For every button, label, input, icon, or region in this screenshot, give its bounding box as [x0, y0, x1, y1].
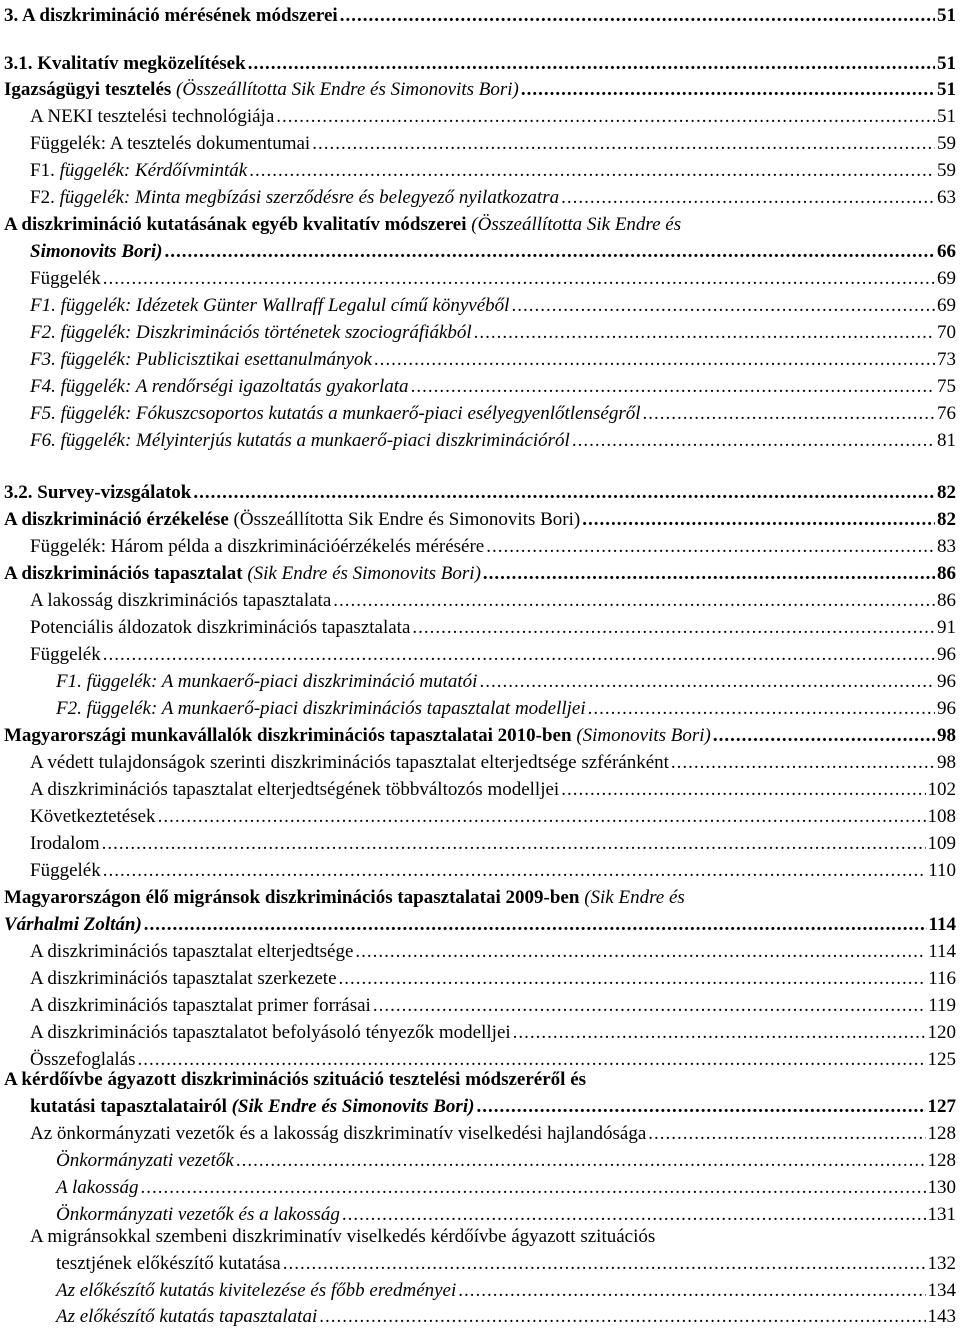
toc-text: 3.1. Kvalitatív megközelítések — [4, 53, 246, 74]
toc-text: (Sik Endre és — [584, 887, 685, 908]
toc-entry[interactable] — [30, 1019, 956, 1046]
page-number: 69 — [937, 295, 956, 316]
dot-leader — [236, 1147, 926, 1174]
page-number: 131 — [927, 1204, 956, 1225]
toc-entry-first-line[interactable] — [4, 1066, 586, 1093]
toc-entry-title — [56, 1147, 234, 1174]
page-number: 96 — [937, 698, 956, 719]
toc-entry-title — [4, 479, 191, 506]
toc-text: A diszkriminációs tapasztalat primer forrásai — [30, 995, 371, 1016]
page-number: 51 — [937, 53, 956, 74]
toc-entry-title — [30, 803, 156, 830]
dot-leader — [374, 346, 935, 373]
toc-entry-title — [56, 1277, 456, 1304]
dot-leader — [141, 1174, 926, 1201]
toc-entry[interactable] — [56, 1250, 956, 1277]
toc-text: Simonovits Bori) — [30, 241, 163, 262]
toc-entry-title — [30, 830, 100, 857]
toc-entry-title — [56, 1250, 281, 1277]
toc-entry-title — [30, 427, 570, 454]
page-number: 51 — [937, 79, 956, 100]
page-number: 128 — [927, 1123, 956, 1144]
dot-leader — [373, 992, 926, 1019]
toc-entry[interactable] — [30, 1093, 956, 1120]
toc-entry[interactable] — [56, 1303, 956, 1330]
toc-text: függelék: A rendőrségi igazoltatás gyakorlata — [60, 376, 409, 397]
toc-entry[interactable] — [30, 103, 956, 130]
toc-text: Irodalom — [30, 833, 100, 854]
toc-entry[interactable] — [30, 992, 956, 1019]
page-number: 96 — [937, 671, 956, 692]
dot-leader — [458, 1277, 925, 1304]
toc-text: F6. — [30, 430, 61, 451]
toc-entry[interactable] — [4, 560, 956, 587]
dot-leader — [521, 76, 935, 103]
toc-entry-title — [4, 76, 519, 103]
toc-text: Önkormányzati vezetők — [56, 1150, 234, 1171]
page-number: 70 — [937, 322, 956, 343]
toc-text: F2. függelék: A munkaerő-piaci diszkriminációs tapasztalat modelljei — [56, 698, 586, 719]
toc-text: F5. — [30, 403, 61, 424]
toc-entry[interactable] — [30, 749, 956, 776]
toc-entry[interactable] — [56, 1277, 956, 1304]
toc-text: függelék: Publicisztikai esettanulmányok — [60, 349, 372, 370]
dot-leader — [165, 238, 936, 265]
toc-entry[interactable] — [30, 587, 956, 614]
toc-text: A migránsokkal szembeni diszkriminatív viselkedés kérdőívbe ágyazott szituációs — [30, 1226, 656, 1247]
toc-entry-title — [30, 533, 484, 560]
toc-text: Összefoglalás — [30, 1049, 136, 1070]
dot-leader — [412, 614, 935, 641]
toc-entry[interactable] — [4, 506, 956, 533]
dot-leader — [513, 1019, 926, 1046]
toc-entry-title — [56, 695, 586, 722]
dot-leader — [643, 400, 936, 427]
dot-leader — [333, 587, 935, 614]
dot-leader — [671, 749, 935, 776]
page-number: 59 — [937, 133, 956, 154]
toc-entry-title — [30, 238, 163, 265]
dot-leader — [276, 103, 935, 130]
toc-entry-title — [56, 1303, 317, 1330]
toc-entry-first-line[interactable] — [4, 211, 681, 238]
toc-entry-title — [30, 1093, 474, 1120]
page-number: 76 — [937, 403, 956, 424]
page-number: 51 — [937, 106, 956, 127]
toc-entry[interactable] — [30, 292, 956, 319]
toc-text: Az önkormányzati vezetők és a lakosság diszkriminatív viselkedési hajlandósága — [30, 1123, 647, 1144]
toc-entry[interactable] — [56, 668, 956, 695]
dot-leader — [572, 427, 935, 454]
toc-entry-title — [30, 400, 641, 427]
dot-leader — [193, 479, 935, 506]
page-number: 83 — [937, 536, 956, 557]
toc-text: Az előkészítő kutatás tapasztalatai — [56, 1306, 318, 1327]
page-number: 119 — [928, 995, 956, 1016]
toc-entry[interactable] — [30, 238, 956, 265]
dot-leader — [476, 1093, 925, 1120]
toc-entry-title — [30, 587, 331, 614]
toc-text: (Összeállította Sik Endre és Simonovits Bori) — [233, 509, 581, 530]
toc-entry[interactable] — [30, 533, 956, 560]
toc-entry[interactable] — [30, 938, 956, 965]
page-number: 96 — [937, 644, 956, 665]
toc-entry[interactable] — [30, 373, 956, 400]
toc-entry[interactable] — [30, 965, 956, 992]
page-number: 109 — [927, 833, 956, 854]
toc-text: F1. — [30, 160, 60, 181]
page-number: 130 — [927, 1177, 956, 1198]
toc-entry-title — [30, 749, 669, 776]
page-number: 91 — [937, 617, 956, 638]
toc-entry[interactable] — [56, 695, 956, 722]
toc-entry[interactable] — [30, 776, 956, 803]
dot-leader — [144, 911, 927, 938]
toc-entry[interactable] — [30, 803, 956, 830]
toc-entry-title — [30, 992, 371, 1019]
toc-entry[interactable] — [4, 479, 956, 506]
toc-text: A diszkriminációs tapasztalat — [4, 563, 248, 584]
page-number: 73 — [937, 349, 956, 370]
toc-text: Magyarországon élő migránsok diszkriminációs tapasztalatai 2009-ben — [4, 887, 585, 908]
toc-text: függelék: Mélyinterjús kutatás a munkaerő-piaci diszkriminációról — [60, 430, 570, 451]
toc-text: A lakosság — [56, 1177, 139, 1198]
dot-leader — [340, 2, 935, 29]
page-number: 98 — [937, 725, 956, 746]
dot-leader — [319, 1303, 925, 1330]
page-number: 125 — [927, 1049, 956, 1070]
toc-text: Függelék — [30, 268, 101, 289]
toc-entry-title — [30, 1120, 646, 1147]
toc-text: A diszkriminációs tapasztalat szerkezete — [30, 968, 337, 989]
toc-entry-title — [4, 722, 711, 749]
toc-text: A diszkrimináció kutatásának egyéb kvalitatív módszerei — [4, 214, 472, 235]
dot-leader — [248, 50, 935, 77]
toc-entry-title — [30, 857, 101, 884]
toc-entry[interactable] — [4, 76, 956, 103]
dot-leader — [486, 533, 935, 560]
dot-leader — [648, 1120, 925, 1147]
page-number: 127 — [927, 1096, 956, 1117]
toc-entry-title — [4, 506, 580, 533]
toc-text: A lakosság diszkriminációs tapasztalata — [30, 590, 332, 611]
toc-text: kutatási tapasztalatairól — [30, 1096, 232, 1117]
toc-entry-title — [56, 1174, 139, 1201]
toc-text: Függelék: Három példa a diszkriminációérzékelés mérésére — [30, 536, 485, 557]
toc-text: A NEKI tesztelési technológiája — [30, 106, 275, 127]
toc-text: F2. — [30, 322, 61, 343]
toc-entry[interactable] — [30, 319, 956, 346]
dot-leader — [249, 157, 935, 184]
toc-text: A diszkriminációs tapasztalatot befolyásoló tényezők modelljei — [30, 1022, 511, 1043]
page-number: 82 — [937, 509, 956, 530]
toc-text: tesztjének előkészítő kutatása — [56, 1253, 281, 1274]
toc-text: (Sik Endre és Simonovits Bori) — [247, 563, 481, 584]
dot-leader — [474, 319, 935, 346]
dot-leader — [339, 965, 927, 992]
toc-text: A diszkriminációs tapasztalat elterjedtségének többváltozós modelljei — [30, 779, 560, 800]
toc-entry[interactable] — [4, 2, 956, 29]
toc-text: F3. — [30, 349, 61, 370]
toc-entry-title — [30, 157, 247, 184]
toc-entry[interactable] — [30, 830, 956, 857]
toc-entry-title — [4, 2, 338, 29]
toc-text: Az előkészítő kutatás kivitelezése és főbb eredményei — [56, 1280, 457, 1301]
toc-text: függelék: Diszkriminációs történetek szociográfiákból — [60, 322, 472, 343]
toc-entry[interactable] — [4, 722, 956, 749]
dot-leader — [283, 1250, 926, 1277]
dot-leader — [411, 373, 935, 400]
toc-text: (Sik Endre és Simonovits Bori) — [231, 1096, 475, 1117]
page-number: 143 — [927, 1306, 956, 1327]
dot-leader — [479, 668, 935, 695]
toc-entry-title — [30, 130, 310, 157]
dot-leader — [102, 830, 926, 857]
toc-entry-title — [30, 319, 472, 346]
toc-entry[interactable] — [30, 400, 956, 427]
dot-leader — [103, 641, 935, 668]
page-number: 134 — [927, 1280, 956, 1301]
toc-entry-title — [30, 938, 353, 965]
toc-text: F2. — [30, 187, 60, 208]
toc-entry[interactable] — [56, 1147, 956, 1174]
toc-text: Függelék: A tesztelés dokumentumai — [30, 133, 311, 154]
toc-entry-title — [4, 911, 142, 938]
toc-entry[interactable] — [30, 346, 956, 373]
page-number: 102 — [927, 779, 956, 800]
toc-text: A kérdőívbe ágyazott diszkriminációs szituáció tesztelési módszeréről és — [4, 1069, 587, 1090]
toc-entry-title — [30, 292, 509, 319]
page-number: 98 — [937, 752, 956, 773]
dot-leader — [103, 265, 935, 292]
toc-entry[interactable] — [30, 1120, 956, 1147]
toc-text: (Simonovits Bori) — [576, 725, 711, 746]
page-number: 110 — [928, 860, 956, 881]
toc-entry-title — [30, 776, 559, 803]
toc-text: Várhalmi Zoltán) — [4, 914, 142, 935]
page-number: 128 — [927, 1150, 956, 1171]
toc-entry[interactable] — [4, 50, 956, 77]
toc-text: függelék: Idézetek Günter Wallraff Legalul című könyvéből — [60, 295, 510, 316]
toc-entry-first-line[interactable] — [30, 1223, 655, 1250]
toc-text: 3. A diszkrimináció mérésének módszerei — [4, 5, 338, 26]
toc-entry-title — [4, 50, 246, 77]
toc-entry[interactable] — [30, 265, 956, 292]
toc-entry[interactable] — [30, 614, 956, 641]
dot-leader — [158, 803, 926, 830]
toc-entry-title — [4, 560, 481, 587]
toc-text: Következtetések — [30, 806, 156, 827]
toc-text: Magyarországi munkavállalók diszkriminációs tapasztalatai 2010-ben — [4, 725, 577, 746]
page-number: 120 — [927, 1022, 956, 1043]
toc-entry-title — [30, 373, 409, 400]
toc-entry[interactable] — [30, 427, 956, 454]
toc-entry-title — [30, 965, 337, 992]
page-number: 81 — [937, 430, 956, 451]
dot-leader — [561, 184, 935, 211]
page-number: 69 — [937, 268, 956, 289]
toc-entry[interactable] — [30, 184, 956, 211]
toc-entry[interactable] — [30, 157, 956, 184]
toc-text: függelék: Minta megbízási szerződésre és belegyező nyilatkozatra — [59, 187, 560, 208]
dot-leader — [511, 292, 935, 319]
page-number: 86 — [937, 563, 956, 584]
toc-text: A diszkriminációs tapasztalat elterjedtsége — [30, 941, 354, 962]
toc-entry-title — [30, 641, 101, 668]
page-number: 114 — [928, 914, 956, 935]
toc-entry-title — [30, 1019, 511, 1046]
toc-text: Igazságügyi tesztelés — [4, 79, 177, 100]
page-number: 82 — [937, 482, 956, 503]
toc-entry[interactable] — [30, 130, 956, 157]
toc-entry-title — [30, 614, 410, 641]
toc-entry-title — [30, 265, 101, 292]
toc-entry-title — [30, 184, 559, 211]
toc-text: függelék: Fókuszcsoportos kutatás a munkaerő-piaci esélyegyenlőtlenségről — [60, 403, 641, 424]
page-number: 75 — [937, 376, 956, 397]
page-number: 66 — [937, 241, 956, 262]
dot-leader — [103, 857, 926, 884]
page-number: 51 — [937, 5, 956, 26]
toc-text: A védett tulajdonságok szerinti diszkriminációs tapasztalat elterjedtsége szféránként — [30, 752, 669, 773]
toc-entry[interactable] — [30, 857, 956, 884]
page-number: 116 — [928, 968, 956, 989]
dot-leader — [588, 695, 935, 722]
toc-text: A diszkrimináció érzékelése — [4, 509, 234, 530]
toc-entry-title — [56, 668, 477, 695]
toc-entry-title — [30, 103, 274, 130]
toc-text: Függelék — [30, 860, 101, 881]
toc-text: függelék: Kérdőívminták — [59, 160, 248, 181]
page-number: 108 — [927, 806, 956, 827]
dot-leader — [483, 560, 935, 587]
dot-leader — [355, 938, 926, 965]
toc-text: Függelék — [30, 644, 101, 665]
toc-text: F1. függelék: A munkaerő-piaci diszkrimináció mutatói — [56, 671, 478, 692]
toc-text: 3.2. Survey-vizsgálatok — [4, 482, 192, 503]
toc-entry[interactable] — [4, 911, 956, 938]
dot-leader — [312, 130, 935, 157]
page-number: 59 — [937, 160, 956, 181]
toc-entry[interactable] — [30, 641, 956, 668]
page-number: 114 — [928, 941, 956, 962]
toc-text: Önkormányzati vezetők és a lakosság — [56, 1204, 340, 1225]
toc-entry-title — [30, 346, 372, 373]
dot-leader — [713, 722, 935, 749]
page-number: 132 — [927, 1253, 956, 1274]
toc-text: F4. — [30, 376, 61, 397]
toc-text: (Összeállította Sik Endre és Simonovits Bori) — [176, 79, 519, 100]
toc-text: (Összeállította Sik Endre és — [471, 214, 682, 235]
toc-entry-first-line[interactable] — [4, 884, 685, 911]
page-number: 86 — [937, 590, 956, 611]
dot-leader — [582, 506, 935, 533]
toc-text: F1. — [30, 295, 61, 316]
page-number: 63 — [937, 187, 956, 208]
toc-entry[interactable] — [56, 1174, 956, 1201]
dot-leader — [561, 776, 925, 803]
toc-text: Potenciális áldozatok diszkriminációs tapasztalata — [30, 617, 411, 638]
